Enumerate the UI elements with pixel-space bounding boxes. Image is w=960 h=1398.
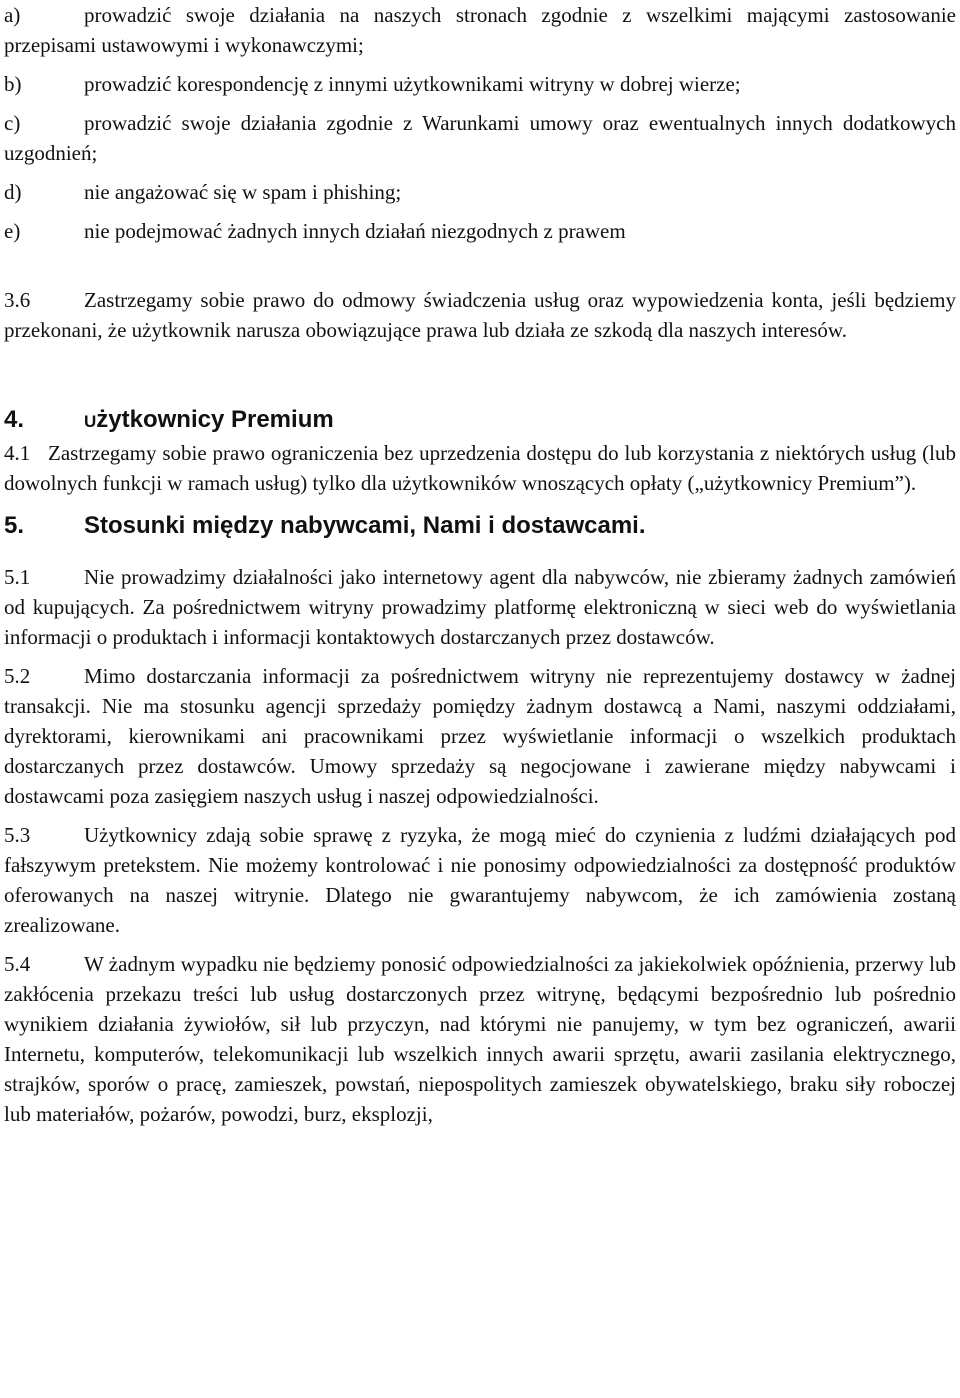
section-number: 5. <box>4 512 25 539</box>
paragraph-5-1 <box>4 562 956 652</box>
paragraph-4-1 <box>4 438 956 498</box>
list-label: a) <box>4 3 21 27</box>
list-item-a <box>4 0 956 60</box>
section-heading-5 <box>4 511 956 541</box>
list-text: nie angażować się w spam i phishing; <box>84 180 402 204</box>
section-title-first-letter: U <box>84 412 97 431</box>
list-item-b <box>4 69 956 99</box>
paragraph-number: 4.1 <box>4 441 31 465</box>
list-item-e <box>4 216 956 246</box>
paragraph-5-2 <box>4 661 956 811</box>
paragraph-5-4 <box>4 949 956 1129</box>
paragraph-number: 5.2 <box>4 664 31 688</box>
section-heading-4 <box>4 405 956 437</box>
paragraph-5-3 <box>4 820 956 940</box>
list-text: prowadzić swoje działania na naszych stronach zgodnie z wszelkimi mającymi zastosowanie przepisami ustawowymi i wykonawczymi; <box>4 3 956 57</box>
section-title: Stosunki między nabywcami, Nami i dostawcami. <box>84 512 646 539</box>
paragraph-3-6 <box>4 285 956 345</box>
list-item-c <box>4 108 956 168</box>
paragraph-number: 5.1 <box>4 565 31 589</box>
list-label: b) <box>4 72 22 96</box>
paragraph-text: Mimo dostarczania informacji za pośrednictwem witryny nie reprezentujemy dostawcy w żadnej transakcji. Nie ma stosunku agencji sprzedaży pomiędzy żadnym dostawcą a Nami, naszymi oddziałami, dyrektorami, kierownikami ani pracownikami przez wyświetlanie informacji o wszelkich produktach dostarczanych przez dostawców. Umowy sprzedaży są negocjowane i zawierane między nabywcami i dostawcami poza zasięgiem naszych usług i naszej odpowiedzialności. <box>4 664 956 808</box>
list-label: d) <box>4 180 22 204</box>
section-number: 4. <box>4 406 25 433</box>
list-item-d <box>4 177 956 207</box>
list-label: c) <box>4 111 21 135</box>
paragraph-text: W żadnym wypadku nie będziemy ponosić odpowiedzialności za jakiekolwiek opóźnienia, przerwy lub zakłócenia przekazu treści lub usług dostarczonych przez witrynę, będącymi bezpośrednio lub pośrednio wynikiem działania żywiołów, sił lub przyczyn, nad którymi nie panujemy, w tym bez ograniczeń, awarii Internetu, komputerów, telekomunikacji lub wszelkich innych awarii sprzętu, awarii zasilania elektrycznego, strajków, sporów o pracę, zamieszek, powstań, niepospolitych zamieszek obywatelskiego, braku siły roboczej lub materiałów, pożarów, powodzi, burz, eksplozji, <box>4 952 956 1126</box>
paragraph-number: 5.4 <box>4 952 31 976</box>
section-title: żytkownicy Premium <box>96 406 334 433</box>
list-text: prowadzić swoje działania zgodnie z Warunkami umowy oraz ewentualnych innych dodatkowych uzgodnień; <box>4 111 956 165</box>
list-text: prowadzić korespondencję z innymi użytkownikami witryny w dobrej wierze; <box>84 72 741 96</box>
paragraph-text: Zastrzegamy sobie prawo do odmowy świadczenia usług oraz wypowiedzenia konta, jeśli będziemy przekonani, że użytkownik narusza obowiązujące prawa lub działa ze szkodą dla naszych interesów. <box>4 288 956 342</box>
paragraph-number: 3.6 <box>4 288 31 312</box>
list-text: nie podejmować żadnych innych działań niezgodnych z prawem <box>84 219 626 243</box>
list-label: e) <box>4 219 21 243</box>
paragraph-number: 5.3 <box>4 823 31 847</box>
paragraph-text: Użytkownicy zdają sobie sprawę z ryzyka, że mogą mieć do czynienia z ludźmi działających pod fałszywym pretekstem. Nie możemy kontrolować i nie ponosimy odpowiedzialności za dostępność produktów oferowanych na naszej witrynie. Dlatego nie gwarantujemy nabywcom, że ich zamówienia zostaną zrealizowane. <box>4 823 956 937</box>
paragraph-text: Zastrzegamy sobie prawo ograniczenia bez uprzedzenia dostępu do lub korzystania z niektórych usług (lub dowolnych funkcji w ramach usług) tylko dla użytkowników wnoszących opłaty („użytkownicy Premium”). <box>4 441 956 495</box>
paragraph-text: Nie prowadzimy działalności jako internetowy agent dla nabywców, nie zbieramy żadnych zamówień od kupujących. Za pośrednictwem witryny prowadzimy platformę elektroniczną w sieci web do wyświetlania informacji o produktach i informacji kontaktowych dostarczanych przez dostawców. <box>4 565 956 649</box>
